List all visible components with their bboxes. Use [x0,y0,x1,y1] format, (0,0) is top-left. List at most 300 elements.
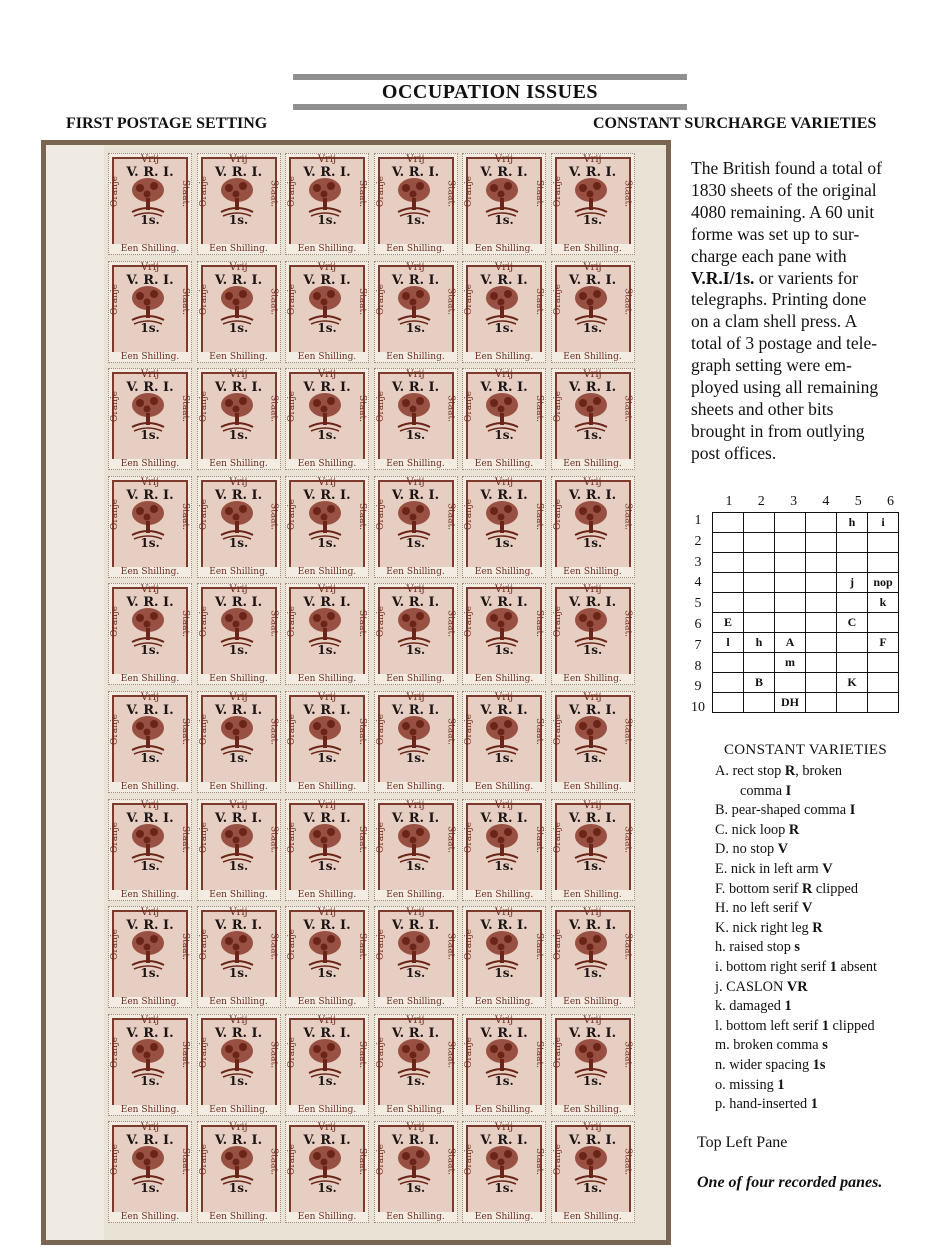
variety-letter: 1 [829,958,837,975]
position-cell [837,553,868,573]
stamp-top-text: Vrij [406,907,425,919]
position-row [713,693,899,713]
stamp-right-text: Staat. [180,1040,190,1068]
stamp-left-text: Oranje [552,176,563,207]
stamp-left-text: Oranje [552,1144,563,1176]
position-cell: m [775,653,806,673]
stamp-overprint: V. R. I. [303,380,351,396]
position-cell [806,613,837,633]
position-cell: k [868,593,899,613]
variety-text: E. nick in left arm [715,860,823,877]
stamp-bottom-text: Een Shilling. [198,997,280,1007]
stamp-top-text: Vrij [140,476,160,488]
stamp-overprint-value: 1s. [317,1181,337,1196]
stamp-bottom-text: Een Shilling. [375,890,457,900]
stamp-r10-c6 [551,1121,635,1223]
position-cell [837,653,868,673]
stamp-left-text: Oranje [464,283,474,315]
stamp-overprint-value: 1s. [405,1181,426,1196]
stamp-bottom-text: Een Shilling. [552,244,634,254]
stamp-left-text: Oranje [464,821,474,853]
stamp-bottom-text: Een Shilling. [375,674,457,684]
stamp-overprint-value: 1s. [228,320,249,335]
stamp-left-text: Oranje [552,714,563,745]
row-header: 2 [694,533,702,549]
stamp-overprint-value: 1s. [494,1181,514,1196]
stamp-top-text: Vrij [494,907,514,919]
position-cell [744,553,775,573]
stamp-overprint: V. R. I. [303,918,351,934]
stamp-bottom-text: Een Shilling. [375,567,457,577]
position-cell [744,593,775,613]
stamp-overprint-value: 1s. [494,858,514,873]
stamp-right-text: Staat. [357,502,367,530]
variety-item [715,840,877,860]
stamp-right-text: Staat. [180,502,190,530]
stamp-overprint-value: 1s. [228,751,249,765]
stamp-top-text: Vrij [229,907,248,919]
position-cell [713,533,744,553]
stamp-right-text: Staat. [534,610,544,638]
stamp-overprint-value: 1s. [317,428,337,443]
stamp-r1-c2 [197,153,281,255]
stamp-r5-c1 [108,583,192,685]
stamp-overprint: V. R. I. [214,810,263,826]
stamp-left-text: Oranje [198,176,209,207]
stamp-r5-c5 [462,583,546,685]
stamp-right-text: Staat. [445,287,456,315]
stamp-bottom-text: Een Shilling. [463,459,545,469]
stamp-left-text: Oranje [287,606,297,638]
stamp-r7-c2 [197,799,281,901]
stamp-left-text: Oranje [287,929,297,961]
stamp-right-text: Staat. [268,825,279,853]
variety-item [715,1056,877,1076]
stamp-overprint: V. R. I. [126,810,174,826]
stamp-left-text: Oranje [552,498,563,530]
varieties-title: CONSTANT VARIETIES [724,742,887,758]
stamp-top-text: Vrij [317,1014,337,1026]
row-header: 3 [694,554,702,570]
stamp-overprint: V. R. I. [568,810,617,826]
intro-line: forme was set up to sur- [691,223,860,244]
column-header: 4 [822,494,830,509]
stamp-r4-c5 [462,476,546,578]
stamp-top-text: Vrij [494,1122,514,1134]
stamp-overprint-value: 1s. [494,535,514,550]
stamp-left-text: Oranje [375,714,386,745]
variety-text: H. no left serif [715,900,802,917]
stamp-overprint-value: 1s. [140,1181,160,1196]
variety-item [715,821,877,841]
variety-letter: 1s [812,1056,826,1073]
stamp-left-text: Oranje [552,283,563,315]
stamp-r6-c2 [197,691,281,793]
stamp-r2-c6 [551,261,635,363]
stamp-r9-c2 [197,1014,281,1116]
stamp-left-text: Oranje [375,498,386,530]
stamp-bottom-text: Een Shilling. [552,674,634,684]
variety-letter: 1 [784,998,792,1015]
stamp-right-text: Staat. [534,1040,544,1068]
variety-item [715,1095,877,1115]
intro-line: sheets and other bits [691,398,834,419]
variety-letter: R [802,880,813,897]
stamp-left-text: Oranje [375,391,386,423]
stamp-top-text: Vrij [583,476,602,488]
stamp-bottom-text: Een Shilling. [463,674,545,684]
stamp-overprint-value: 1s. [582,1181,603,1196]
stamp-r2-c5 [462,261,546,363]
stamp-bottom-text: Een Shilling. [109,674,191,684]
stamp-r6-c6 [551,691,635,793]
stamp-bottom-text: Een Shilling. [109,567,191,577]
stamp-top-text: Vrij [317,907,337,919]
stamp-right-text: Staat. [445,610,456,638]
stamp-r3-c2 [197,368,281,470]
stamp-overprint: V. R. I. [568,703,617,718]
stamp-top-text: Vrij [406,1122,425,1134]
stamp-right-text: Staat. [180,718,190,745]
stamp-overprint-value: 1s. [582,535,603,550]
variety-letter: R [812,919,823,936]
position-cell: B [744,673,775,693]
position-cell [837,593,868,613]
stamp-overprint-value: 1s. [582,643,603,658]
stamp-top-text: Vrij [583,692,602,703]
column-header: 3 [790,494,798,509]
stamp-right-text: Staat. [180,1148,190,1176]
variety-text: i. bottom right serif [715,958,830,975]
stamp-overprint-value: 1s. [582,966,603,981]
stamp-top-text: Vrij [406,261,425,273]
stamp-top-text: Vrij [140,1122,160,1134]
intro-line: ployed using all remaining [691,377,879,398]
stamp-overprint: V. R. I. [480,165,528,180]
position-cell [868,613,899,633]
stamp-overprint: V. R. I. [214,1133,263,1149]
stamp-overprint: V. R. I. [480,1133,528,1149]
stamp-overprint: V. R. I. [480,918,528,934]
stamp-left-text: Oranje [287,176,297,207]
stamp-left-text: Oranje [110,929,120,961]
stamp-r3-c1 [108,368,192,470]
variety-text: n. wider spacing [715,1056,813,1073]
stamp-r3-c6 [551,368,635,470]
stamp-overprint: V. R. I. [303,810,351,826]
stamp-overprint: V. R. I. [303,595,351,611]
stamp-r8-c6 [551,906,635,1008]
position-cell: E [713,613,744,633]
stamp-r9-c3 [285,1014,369,1116]
stamp-bottom-text: Een Shilling. [286,674,368,684]
stamp-bottom-text: Een Shilling. [463,567,545,577]
stamp-bottom-text: Een Shilling. [286,890,368,900]
right-subtitle: CONSTANT SURCHARGE VARIETIES [593,115,877,132]
stamp-overprint: V. R. I. [126,272,174,288]
stamp-bottom-text: Een Shilling. [552,1105,634,1115]
stamp-right-text: Staat. [622,395,633,423]
stamp-overprint: V. R. I. [391,272,440,288]
stamp-overprint-value: 1s. [140,643,160,658]
stamp-top-text: Vrij [317,1122,337,1134]
stamp-overprint: V. R. I. [214,918,263,934]
stamp-top-text: Vrij [583,1122,602,1134]
stamp-bottom-text: Een Shilling. [286,997,368,1007]
stamp-bottom-text: Een Shilling. [109,782,191,792]
position-cell [806,693,837,713]
stamp-overprint: V. R. I. [480,595,528,611]
stamp-r8-c3 [285,906,369,1008]
stamp-top-text: Vrij [229,584,248,596]
stamp-right-text: Staat. [622,610,633,638]
stamp-top-text: Vrij [317,369,337,381]
position-cell: h [744,633,775,653]
position-cell [806,673,837,693]
stamp-right-text: Staat. [622,933,633,961]
title-banner [293,74,687,110]
position-row [713,613,899,633]
stamp-overprint-value: 1s. [228,1073,249,1088]
page-title: OCCUPATION ISSUES [381,81,599,103]
stamp-top-text: Vrij [406,476,425,488]
stamp-bottom-text: Een Shilling. [109,244,191,254]
stamp-left-text: Oranje [287,283,297,315]
position-cell [713,653,744,673]
stamp-top-text: Vrij [583,799,602,811]
position-cell: A [775,633,806,653]
variety-text: comma [740,782,786,799]
stamp-bottom-text: Een Shilling. [109,890,191,900]
stamp-bottom-text: Een Shilling. [552,567,634,577]
stamp-r9-c5 [462,1014,546,1116]
stamp-top-text: Vrij [583,1014,602,1026]
stamp-overprint: V. R. I. [214,272,263,288]
stamp-overprint: V. R. I. [303,703,351,718]
stamp-overprint-value: 1s. [582,1073,603,1088]
stamp-r1-c6 [551,153,635,255]
variety-letter: s [794,939,800,956]
stamp-right-text: Staat. [445,825,456,853]
variety-text: m. broken comma [715,1037,823,1054]
stamp-r4-c4 [374,476,458,578]
stamp-left-text: Oranje [110,821,120,853]
stamp-bottom-text: Een Shilling. [109,1105,191,1115]
stamp-overprint-value: 1s. [140,320,160,335]
variety-text: h. raised stop [715,939,795,956]
pane-label: Top Left Pane [697,1134,788,1151]
stamp-r10-c5 [462,1121,546,1223]
stamp-right-text: Staat. [445,1040,456,1068]
stamp-right-text: Staat. [268,395,279,423]
stamp-bottom-text: Een Shilling. [552,459,634,469]
stamp-r1-c1 [108,153,192,255]
stamp-overprint-value: 1s. [582,428,603,443]
position-cell [837,693,868,713]
stamp-r8-c4 [374,906,458,1008]
stamp-left-text: Oranje [287,391,297,423]
stamp-overprint: V. R. I. [391,380,440,396]
stamp-bottom-text: Een Shilling. [109,352,191,362]
position-cell [775,533,806,553]
stamp-overprint-value: 1s. [140,858,160,873]
stamp-right-text: Staat. [268,287,279,315]
stamp-top-text: Vrij [229,799,248,811]
stamp-top-text: Vrij [406,799,425,811]
stamp-top-text: Vrij [317,154,337,165]
stamp-r1-c3 [285,153,369,255]
stamp-bottom-text: Een Shilling. [552,782,634,792]
stamp-r6-c3 [285,691,369,793]
variety-text: o. missing [715,1076,778,1093]
stamp-overprint: V. R. I. [480,272,528,288]
stamp-overprint: V. R. I. [126,595,174,611]
stamp-right-text: Staat. [357,287,367,315]
stamp-r10-c3 [285,1121,369,1223]
stamp-overprint: V. R. I. [391,1025,440,1041]
row-header: 1 [694,513,702,528]
stamp-overprint-value: 1s. [405,535,426,550]
stamp-top-text: Vrij [229,1122,248,1134]
stamp-overprint: V. R. I. [480,703,528,718]
stamp-bottom-text: Een Shilling. [463,997,545,1007]
stamp-right-text: Staat. [622,502,633,530]
stamp-overprint: V. R. I. [391,918,440,934]
stamp-overprint: V. R. I. [480,810,528,826]
stamp-bottom-text: Een Shilling. [109,997,191,1007]
stamp-top-text: Vrij [494,1014,514,1026]
stamp-right-text: Staat. [180,287,190,315]
stamp-overprint: V. R. I. [391,703,440,718]
stamp-top-text: Vrij [494,476,514,488]
stamp-bottom-text: Een Shilling. [375,1105,457,1115]
variety-item [715,997,877,1017]
position-cell [744,513,775,533]
stamp-right-text: Staat. [622,718,633,745]
stamp-overprint: V. R. I. [214,380,263,396]
stamp-right-text: Staat. [534,180,544,207]
variety-text: k. damaged [715,998,785,1015]
stamp-overprint-value: 1s. [228,535,249,550]
position-cell [713,673,744,693]
stamp-left-text: Oranje [198,391,209,423]
stamp-right-text: Staat. [180,610,190,638]
stamp-bottom-text: Een Shilling. [198,674,280,684]
stamp-top-text: Vrij [583,154,602,165]
stamp-r4-c6 [551,476,635,578]
pane-note: One of four recorded panes. [697,1174,883,1191]
stamp-bottom-text: Een Shilling. [552,997,634,1007]
stamp-overprint-value: 1s. [317,751,337,765]
stamp-right-text: Staat. [445,180,456,207]
variety-tail: clipped [828,1017,875,1034]
stamp-left-text: Oranje [375,283,386,315]
stamp-r7-c3 [285,799,369,901]
stamp-overprint-value: 1s. [582,213,603,227]
stamp-r7-c1 [108,799,192,901]
stamp-right-text: Staat. [268,1040,279,1068]
variety-letter: VR [786,978,808,995]
stamp-bottom-text: Een Shilling. [375,1212,457,1222]
stamp-r8-c5 [462,906,546,1008]
stamp-overprint-value: 1s. [140,535,160,550]
position-cell: K [837,673,868,693]
stamp-r6-c5 [462,691,546,793]
stamp-left-text: Oranje [552,929,563,961]
stamp-overprint-value: 1s. [494,643,514,658]
stamp-top-text: Vrij [406,584,425,596]
stamp-r2-c4 [374,261,458,363]
stamp-overprint: V. R. I. [480,1025,528,1041]
stamp-r3-c5 [462,368,546,470]
stamp-top-text: Vrij [406,1014,425,1026]
stamp-overprint: V. R. I. [303,1025,351,1041]
stamp-overprint: V. R. I. [568,918,617,934]
position-cell [775,673,806,693]
stamp-overprint: V. R. I. [126,1133,174,1149]
stamp-overprint-value: 1s. [582,751,603,765]
intro-line: 4080 remaining. A 60 unit [691,201,875,222]
stamp-right-text: Staat. [357,1148,367,1176]
position-row [713,593,899,613]
stamp-r4-c1 [108,476,192,578]
stamp-left-text: Oranje [552,391,563,423]
stamp-left-text: Oranje [552,821,563,853]
intro-line: total of 3 postage and tele- [691,333,878,354]
stamp-right-text: Staat. [445,1148,456,1176]
stamp-top-text: Vrij [229,1014,248,1026]
intro-line: post offices. [691,442,777,463]
stamp-overprint: V. R. I. [568,380,617,396]
stamp-top-text: Vrij [406,369,425,381]
stamp-right-text: Staat. [268,610,279,638]
stamp-bottom-text: Een Shilling. [463,890,545,900]
stamp-bottom-text: Een Shilling. [463,244,545,254]
stamp-left-text: Oranje [198,606,209,638]
stamp-left-text: Oranje [198,821,209,853]
variety-letter: I [849,802,856,819]
stamp-left-text: Oranje [464,929,474,961]
stamp-left-text: Oranje [552,1036,563,1068]
stamp-top-text: Vrij [494,154,514,165]
position-cell [806,653,837,673]
stamp-right-text: Staat. [534,502,544,530]
stamp-top-text: Vrij [583,261,602,273]
position-cell [806,593,837,613]
stamp-top-text: Vrij [406,154,425,165]
row-header: 7 [694,637,702,653]
position-cell: i [868,513,899,533]
stamp-top-text: Vrij [583,584,602,596]
variety-letter: R [788,821,800,838]
stamp-overprint-value: 1s. [405,643,426,658]
stamp-left-text: Oranje [110,283,120,315]
stamp-bottom-text: Een Shilling. [463,1212,545,1222]
stamp-bottom-text: Een Shilling. [198,567,280,577]
position-cell [744,533,775,553]
stamp-left-text: Oranje [110,1036,120,1068]
stamp-left-text: Oranje [375,1036,386,1068]
variety-letter: I [785,782,792,799]
stamp-overprint-value: 1s. [582,320,603,335]
stamp-right-text: Staat. [357,718,367,745]
row-header: 9 [694,679,702,695]
variety-text: A. rect stop [715,763,785,779]
stamp-r5-c2 [197,583,281,685]
stamp-right-text: Staat. [180,395,190,423]
stamp-r5-c3 [285,583,369,685]
stamp-bottom-text: Een Shilling. [375,782,457,792]
